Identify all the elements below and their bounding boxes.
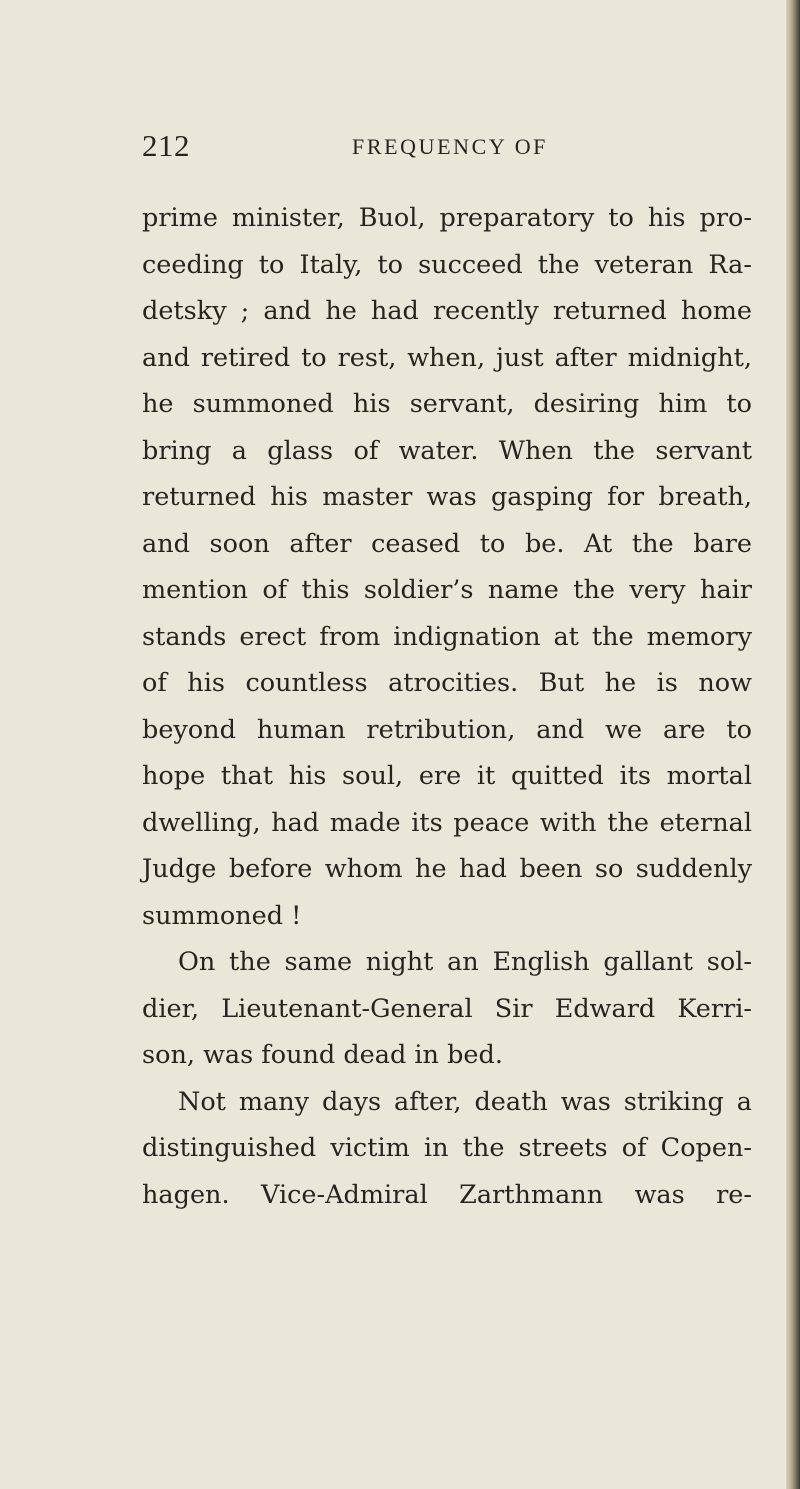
text-line: Not many days after, death was striking a (178, 1086, 752, 1117)
text-line: hope that his soul, ere it quitted its mortal (142, 761, 752, 791)
text-line: and retired to rest, when, just after midnight, (142, 342, 752, 373)
page-spine-edge (786, 0, 800, 1489)
page-header (142, 128, 662, 168)
body-text (142, 195, 752, 1218)
text-line: distinguished victim in the streets of Copen- (142, 1133, 752, 1163)
text-line: and soon after ceased to be. At the bare (142, 528, 752, 559)
page-number: 212 (142, 128, 190, 163)
text-line: mention of this soldier’s name the very hair (142, 575, 752, 605)
text-line: beyond human retribution, and we are to (142, 714, 752, 745)
text-line: returned his master was gasping for breath, (142, 482, 752, 512)
text-line: On the same night an English gallant sol- (178, 947, 752, 977)
text-line: bring a glass of water. When the servant (142, 435, 752, 466)
running-head: FREQUENCY OF (352, 134, 549, 159)
text-line: hagen. Vice-Admiral Zarthmann was re- (142, 1179, 752, 1210)
text-line: he summoned his servant, desiring him to (142, 389, 752, 419)
text-line: summoned ! (142, 900, 302, 931)
text-line: dier, Lieutenant-General Sir Edward Kerri- (142, 993, 752, 1024)
text-line: son, was found dead in bed. (142, 1040, 503, 1070)
text-line: of his countless atrocities. But he is now (142, 668, 752, 698)
text-line: dwelling, had made its peace with the eternal (142, 807, 752, 838)
text-line: detsky ; and he had recently returned home (142, 296, 752, 326)
text-line: Judge before whom he had been so suddenly (142, 854, 752, 884)
text-line: stands erect from indignation at the memory (142, 621, 752, 652)
text-line: prime minister, Buol, preparatory to his pro- (142, 203, 752, 233)
text-line: ceeding to Italy, to succeed the veteran Ra- (142, 249, 752, 280)
